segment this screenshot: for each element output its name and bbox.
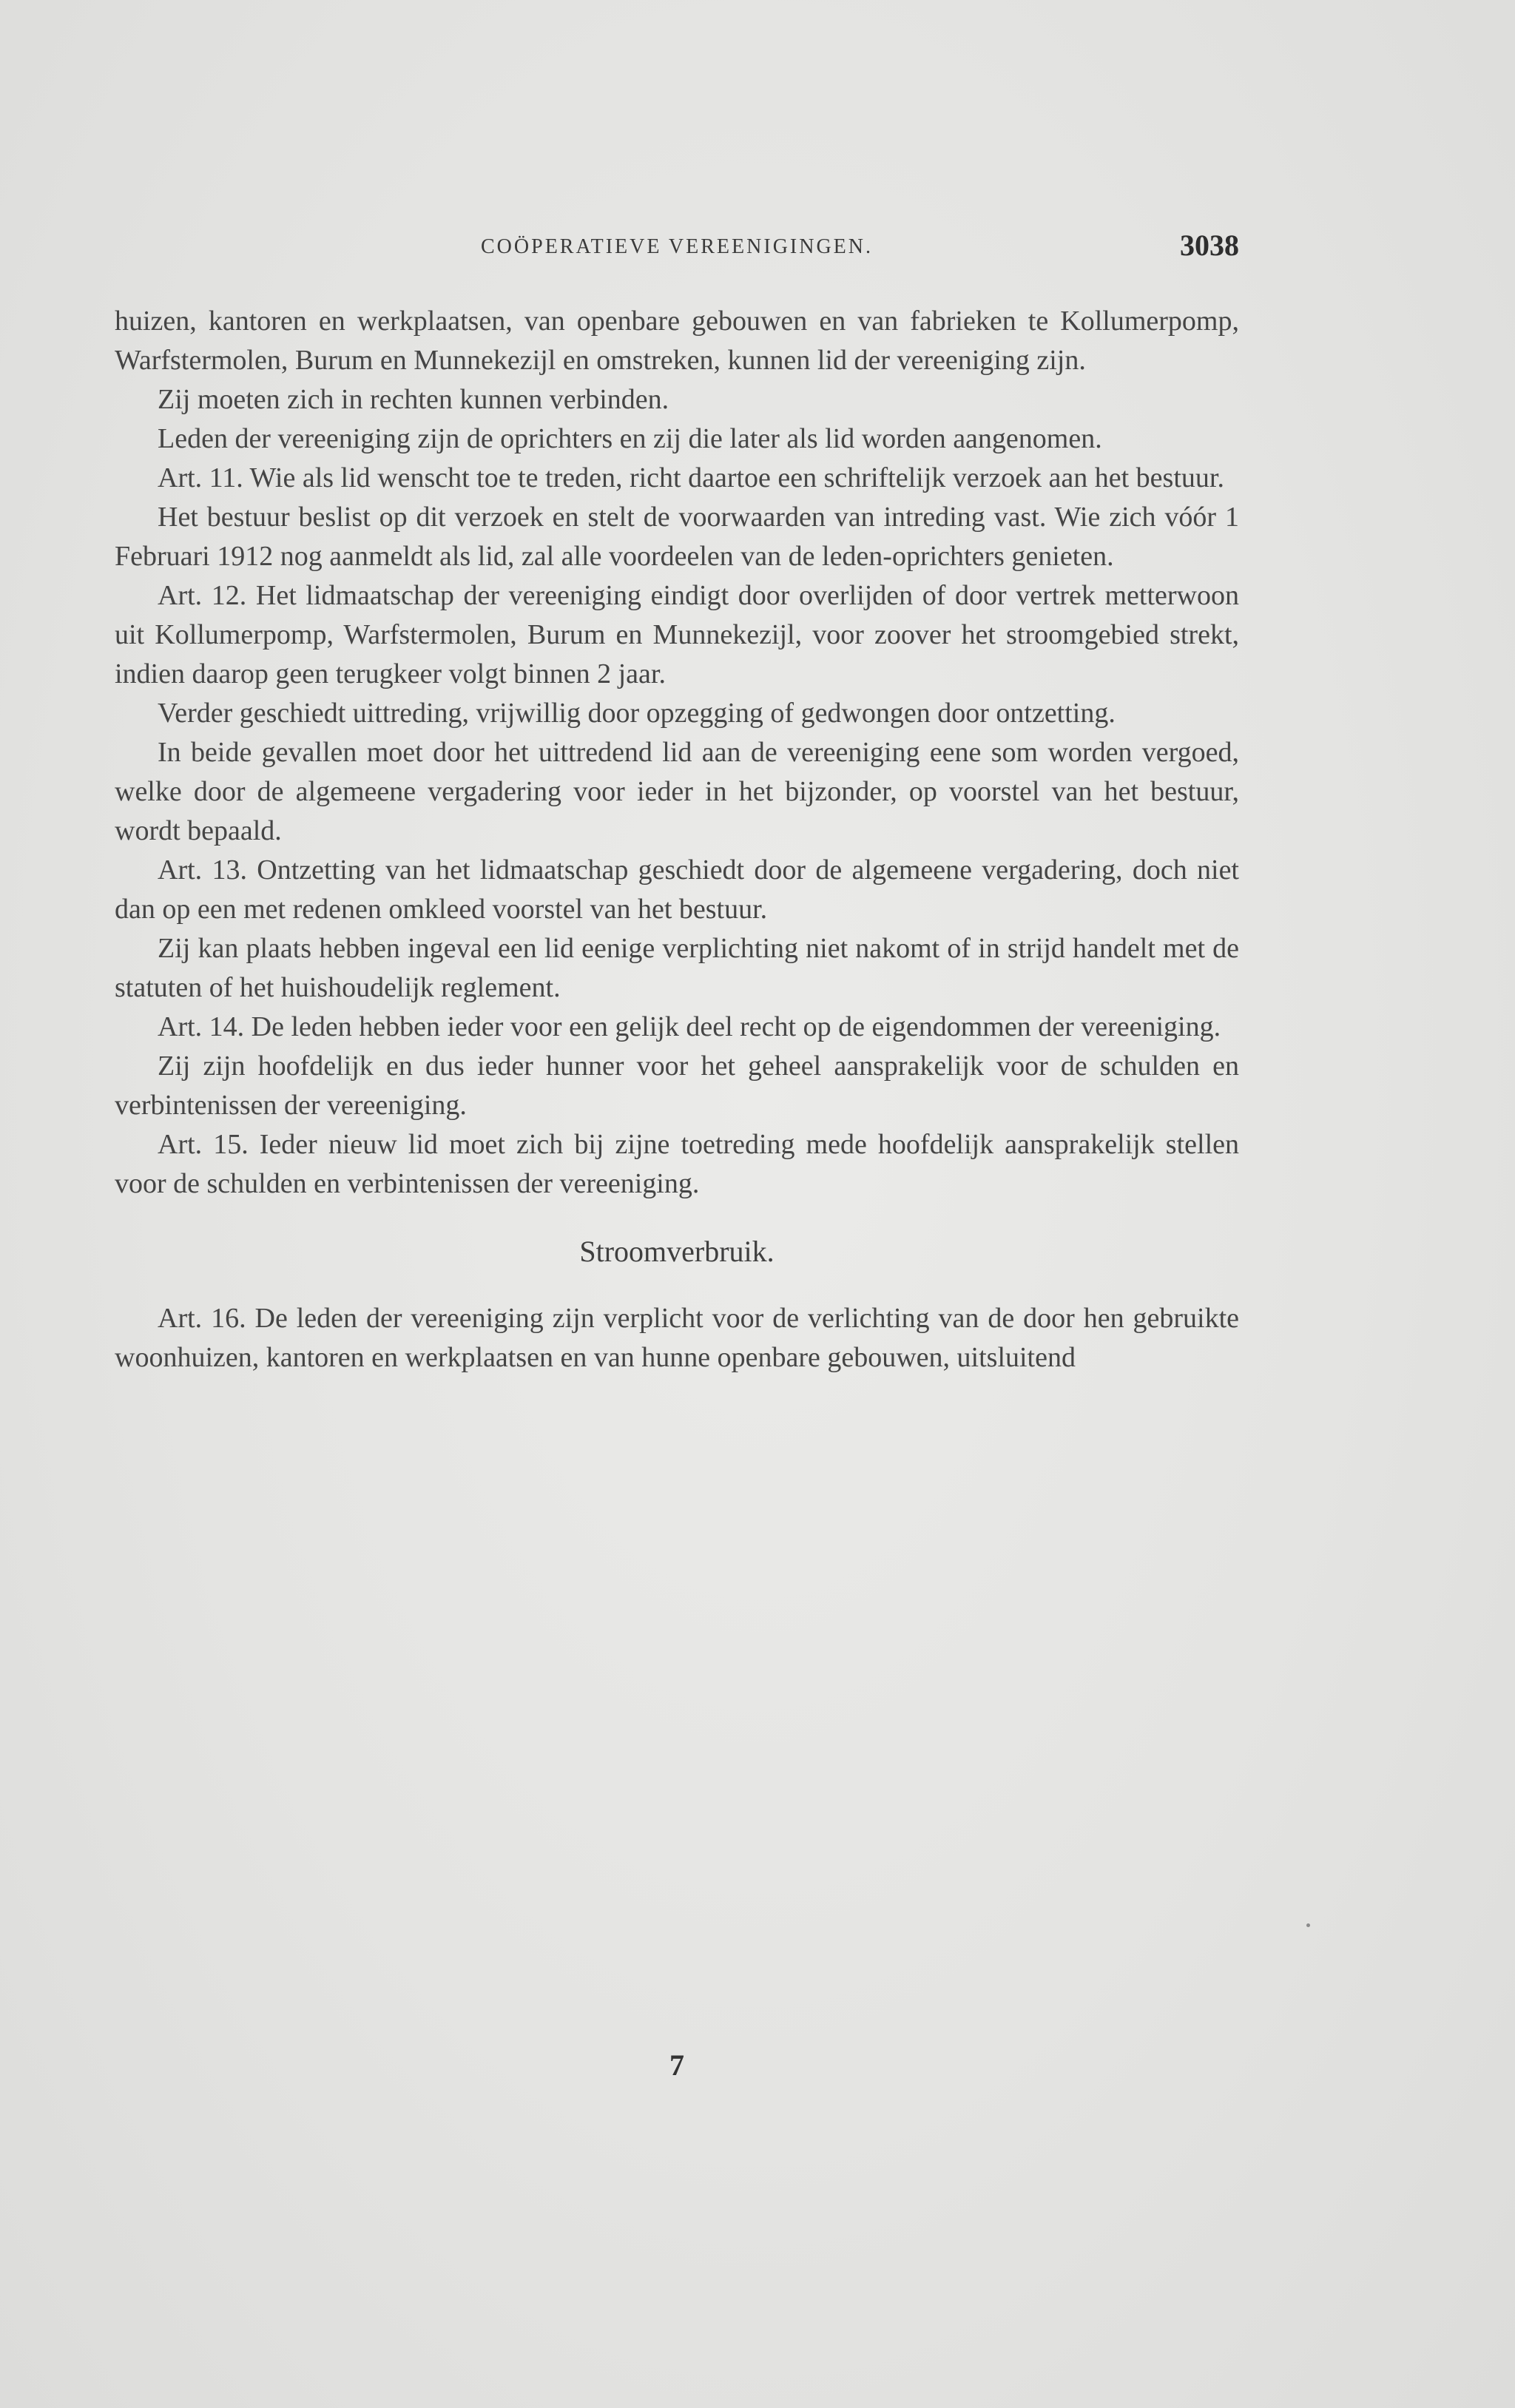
page-number: 3038	[1180, 229, 1239, 262]
paragraph: Het bestuur beslist op dit verzoek en stelt de voorwaarden van intreding vast. Wie zich vóór 1 Februari 1912 nog aanmeldt als lid, zal alle voordeelen van de leden-oprichters genieten.	[115, 502, 1239, 572]
paragraph-art-11: Art. 11. Wie als lid wenscht toe te treden, richt daartoe een schriftelijk verzoek aan het bestuur.	[158, 462, 1224, 493]
paragraph: Leden der vereeniging zijn de oprichters en zij die later als lid worden aangenomen.	[158, 423, 1102, 454]
paragraph: In beide gevallen moet door het uittredend lid aan de vereeniging eene som worden vergoed, welke door de algemeene vergadering voor ieder in het bijzonder, op voorstel van het bestuur, wordt bepaald.	[115, 737, 1239, 846]
paragraph: Zij moeten zich in rechten kunnen verbinden.	[158, 384, 669, 415]
speck	[1306, 1923, 1310, 1927]
paragraph: huizen, kantoren en werkplaatsen, van openbare gebouwen en van fabrieken te Kollumerpomp, Warfstermolen, Burum en Munnekezijl en omstreken, kunnen lid der vereeniging zijn.	[115, 306, 1239, 376]
signature-mark: 7	[669, 2048, 684, 2082]
running-head: COÖPERATIEVE VEREENIGINGEN.	[481, 235, 873, 258]
section-heading: Stroomverbruik.	[579, 1235, 775, 1268]
paragraph-art-16: Art. 16. De leden der vereeniging zijn verplicht voor de verlichting van de door hen gebruikte woonhuizen, kantoren en werkplaatsen en van hunne openbare gebouwen, uitsluitend	[115, 1303, 1239, 1373]
paragraph-art-12: Art. 12. Het lidmaatschap der vereeniging eindigt door overlijden of door vertrek metterwoon uit Kollumerpomp, Warfstermolen, Burum en Munnekezijl, voor zoover het stroomgebied strekt, indien daarop geen terugkeer volgt binnen 2 jaar.	[115, 580, 1239, 689]
page-header	[115, 222, 1239, 266]
paragraph: Zij zijn hoofdelijk en dus ieder hunner voor het geheel aansprakelijk voor de schulden en verbintenissen der vereeniging.	[115, 1050, 1239, 1121]
paragraph-art-15: Art. 15. Ieder nieuw lid moet zich bij zijne toetreding mede hoofdelijk aansprakelijk stellen voor de schulden en verbintenissen der vereeniging.	[115, 1129, 1239, 1199]
paragraph-art-14: Art. 14. De leden hebben ieder voor een gelijk deel recht op de eigendommen der vereeniging.	[158, 1011, 1221, 1042]
paragraph: Zij kan plaats hebben ingeval een lid eenige verplichting niet nakomt of in strijd handelt met de statuten of het huishoudelijk reglement.	[115, 933, 1239, 1003]
paragraph-art-13: Art. 13. Ontzetting van het lidmaatschap geschiedt door de algemeene vergadering, doch niet dan op een met redenen omkleed voorstel van het bestuur.	[115, 854, 1239, 925]
body-text	[115, 302, 1239, 1377]
paragraph: Verder geschiedt uittreding, vrijwillig door opzegging of gedwongen door ontzetting.	[158, 698, 1116, 729]
